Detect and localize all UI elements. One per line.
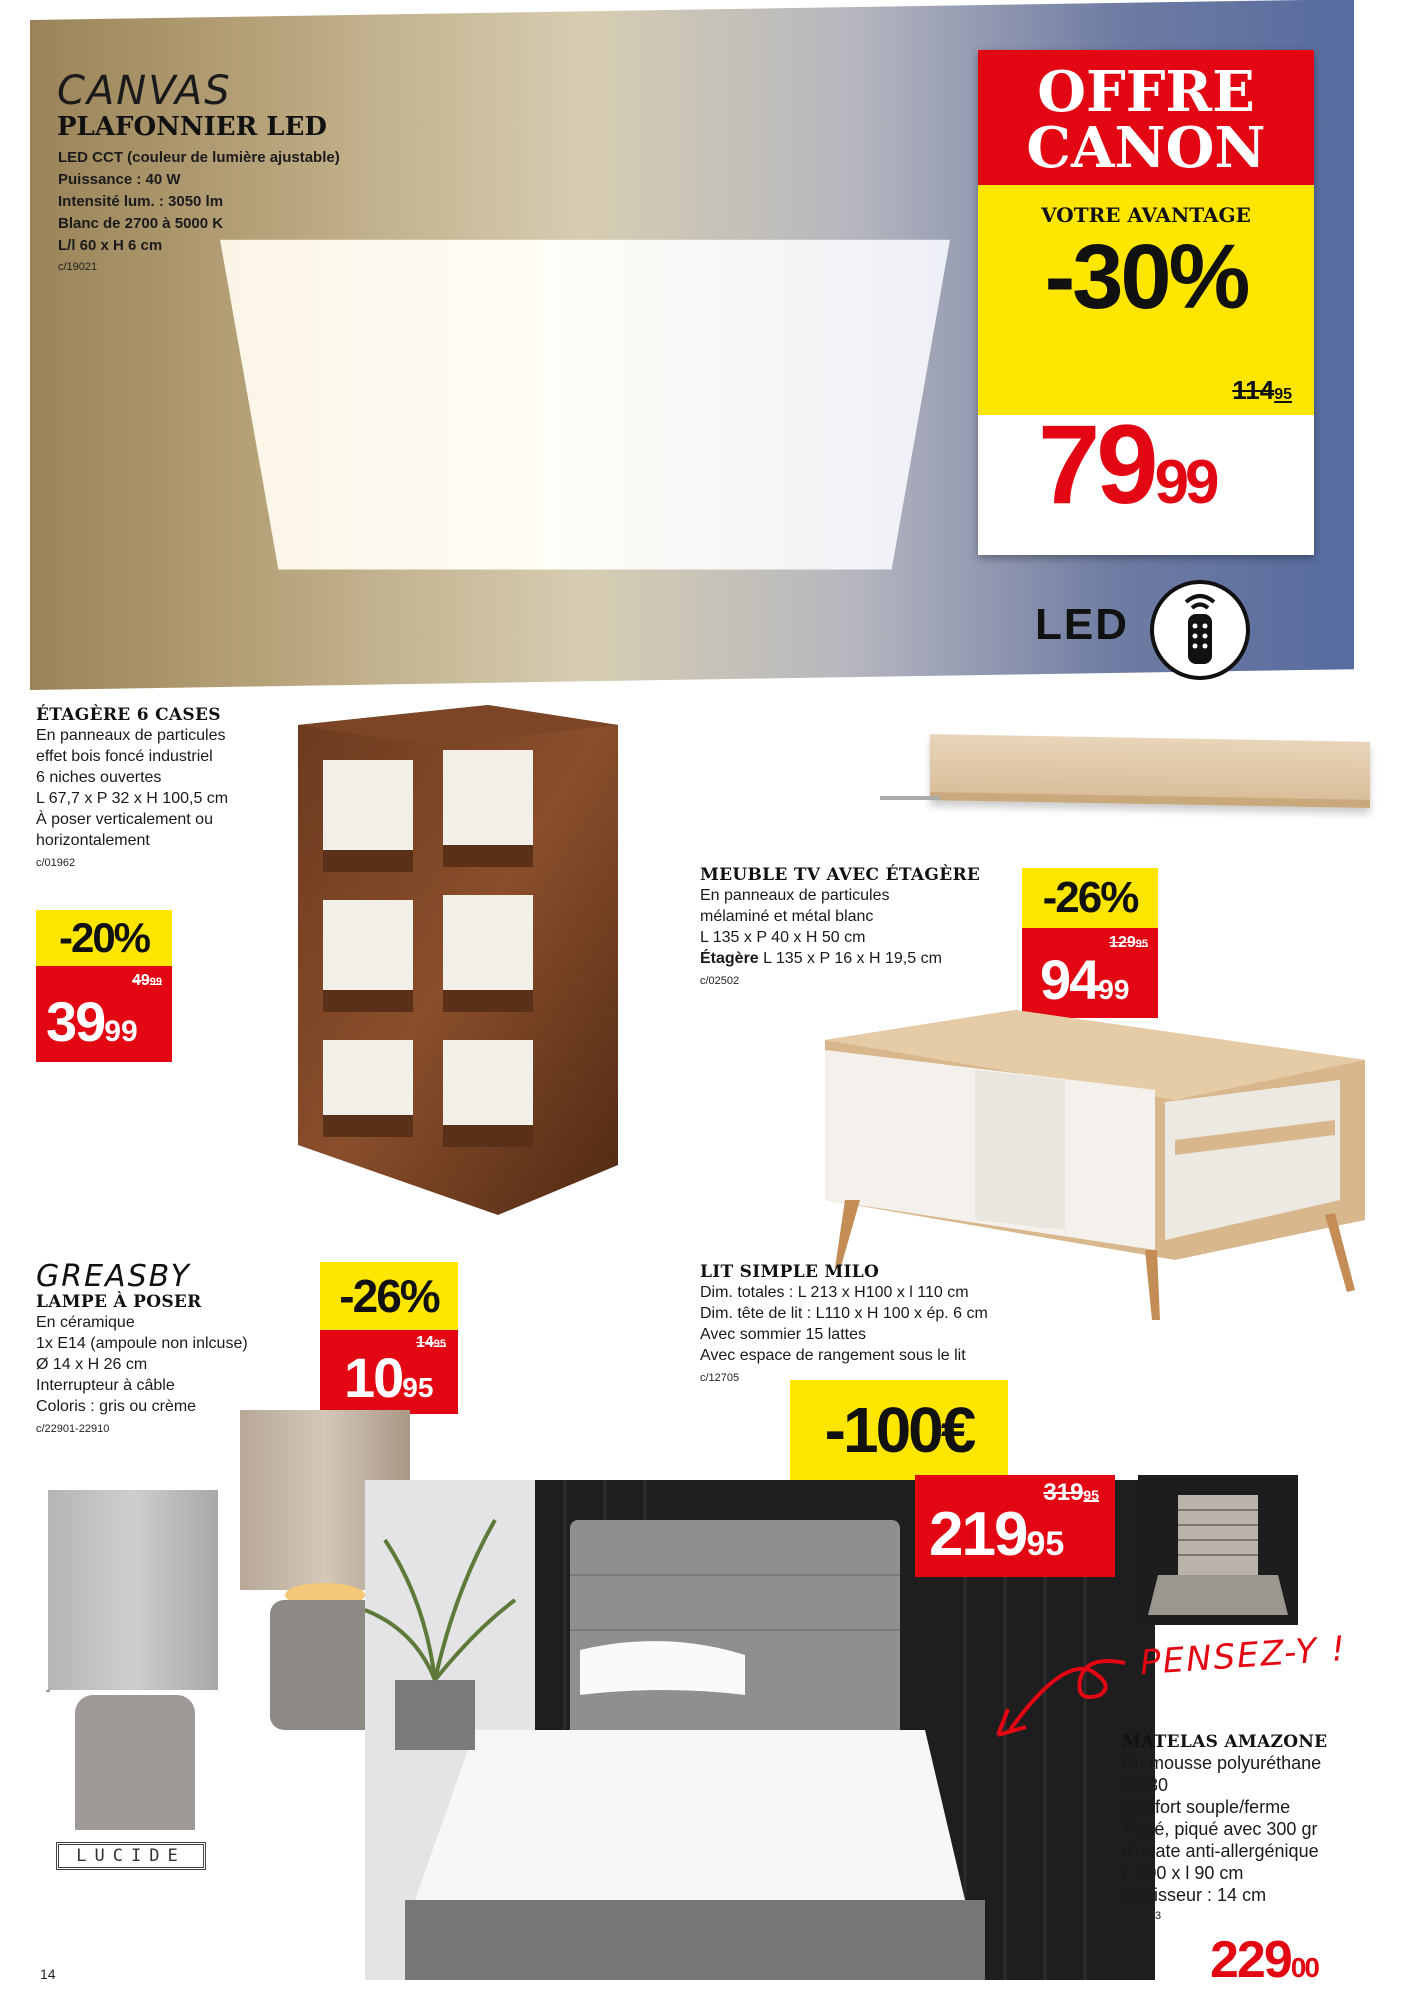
ref-code: c/19021 — [58, 261, 98, 273]
lampe-price-badge — [320, 1330, 458, 1414]
lampe-new-price: 1095 — [344, 1346, 434, 1409]
etagere-discount-badge — [36, 910, 172, 966]
lit-discount: -100€ — [824, 1394, 974, 1466]
lucide-logo-text: LUCIDE — [76, 1846, 186, 1866]
desc-line: En mousse polyuréthane — [1122, 1753, 1322, 1773]
lucide-logo — [56, 1842, 206, 1870]
desc-line: mélaminé et métal blanc — [700, 908, 874, 925]
spec-line: L/l 60 x H 6 cm — [58, 237, 163, 254]
desc-line: Avec sommier 15 lattes — [700, 1326, 866, 1343]
meuble-tv-new-price: 9499 — [1040, 948, 1130, 1011]
etagere-discount: -20% — [58, 914, 150, 961]
matelas-title: MATELAS AMAZONE — [1122, 1732, 1328, 1752]
hero-brand: CANVAS — [57, 68, 232, 114]
lit-discount-badge — [790, 1380, 1008, 1480]
offer-box — [978, 50, 1314, 555]
offer-header — [978, 50, 1314, 185]
tv-shelf-bracket — [880, 796, 940, 800]
lampe-brand: GREASBY — [36, 1259, 191, 1294]
meuble-tv-block — [700, 865, 1030, 987]
hero-title: PLAFONNIER LED — [57, 112, 327, 142]
spec-line: Intensité lum. : 3050 lm — [58, 193, 224, 210]
ref-code: c/26163 — [1122, 1910, 1162, 1922]
etagere-new-price: 3999 — [46, 990, 138, 1053]
desc-line: Étagère L 135 x P 16 x H 19,5 cm — [700, 950, 942, 967]
desc-line: Avec espace de rangement sous le lit — [700, 1347, 966, 1364]
lit-old-price: 31995 — [1043, 1479, 1099, 1506]
meuble-tv-price-badge — [1022, 928, 1158, 1018]
lit-title: LIT SIMPLE MILO — [700, 1262, 880, 1282]
desc-line: horizontalement — [36, 832, 150, 849]
desc-line: Tissé, piqué avec 300 gr — [1122, 1819, 1318, 1839]
desc-line: En panneaux de particules — [36, 727, 226, 744]
lit-price-badge — [915, 1475, 1115, 1577]
meuble-tv-old-price: 12995 — [1109, 934, 1148, 951]
hero-new-price: 7999 — [1038, 402, 1216, 527]
desc-line: Coloris : gris ou crème — [36, 1398, 197, 1415]
etagere-price-badge — [36, 966, 172, 1062]
spec-line: Blanc de 2700 à 5000 K — [58, 215, 224, 232]
desc-line: SG30 — [1122, 1775, 1169, 1795]
desc-line: L 67,7 x P 32 x H 100,5 cm — [36, 790, 229, 807]
storage-bed-svg — [1138, 1475, 1298, 1625]
meuble-tv-title: MEUBLE TV AVEC ÉTAGÈRE — [700, 865, 981, 885]
etagere-title: ÉTAGÈRE 6 CASES — [36, 705, 221, 725]
lampe-title: LAMPE À POSER — [36, 1292, 202, 1312]
lampe-old-price: 1495 — [415, 1334, 446, 1351]
lampe-image — [40, 1410, 420, 1830]
arrow-icon — [990, 1635, 1130, 1745]
pensez-label: PENSEZ-Y ! — [1138, 1628, 1349, 1684]
desc-line: 1x E14 (ampoule non inlcuse) — [36, 1335, 248, 1352]
tv-shelf-image — [930, 734, 1370, 808]
desc-line: 6 niches ouvertes — [36, 769, 162, 786]
lampe-svg — [40, 1410, 420, 1830]
ref-code: c/02502 — [700, 975, 740, 987]
tv-shelf-edge — [930, 792, 1370, 808]
lampe-discount-badge — [320, 1262, 458, 1330]
matelas-block — [1122, 1732, 1412, 1922]
hero-specs — [58, 147, 340, 273]
desc-line: À poser verticalement ou — [36, 811, 213, 828]
spec-line: LED CCT (couleur de lumière ajustable) — [58, 149, 340, 166]
ref-code: c/22901-22910 — [36, 1423, 110, 1435]
desc-line: Interrupteur à câble — [36, 1377, 175, 1394]
meuble-tv-discount: -26% — [1042, 873, 1138, 922]
desc-line: Confort souple/ferme — [1122, 1797, 1291, 1817]
etagere-old-price: 4999 — [131, 972, 162, 989]
desc-line: Épaisseur : 14 cm — [1122, 1885, 1267, 1905]
desc-line: d'ouate anti-allergénique — [1122, 1841, 1319, 1861]
meuble-tv-discount-badge — [1022, 868, 1158, 928]
storage-bed-image — [1138, 1475, 1298, 1625]
lit-new-price: 21995 — [929, 1500, 1065, 1569]
desc-line: effet bois foncé industriel — [36, 748, 213, 765]
desc-line: En panneaux de particules — [700, 887, 890, 904]
etagere-image — [258, 705, 638, 1215]
desc-line: L 200 x l 90 cm — [1122, 1863, 1244, 1883]
desc-line: Ø 14 x H 26 cm — [36, 1356, 148, 1373]
hero-old-price: 11495 — [1232, 375, 1292, 405]
arrow-svg — [990, 1635, 1130, 1745]
ref-code: c/01962 — [36, 857, 76, 869]
ceiling-light-image — [220, 240, 950, 570]
hero-discount: -30% — [1044, 226, 1248, 328]
spec-line: Puissance : 40 W — [58, 171, 181, 188]
desc-line: Dim. totales : L 213 x H100 x l 110 cm — [700, 1284, 969, 1301]
led-label: LED — [1035, 600, 1129, 649]
matelas-price: 22900 — [1210, 1931, 1318, 1989]
etagere-block — [36, 705, 286, 869]
etagere-svg — [258, 705, 638, 1215]
remote-icon — [1150, 580, 1250, 680]
desc-line: Dim. tête de lit : L110 x H 100 x ép. 6 cm — [700, 1305, 988, 1322]
ref-code: c/12705 — [700, 1372, 740, 1384]
desc-line: En céramique — [36, 1314, 135, 1331]
offer-line1: OFFRE — [1037, 59, 1255, 125]
page-number: 14 — [40, 1966, 56, 1982]
desc-line: L 135 x P 40 x H 50 cm — [700, 929, 866, 946]
advantage-label: VOTRE AVANTAGE — [1041, 203, 1251, 227]
offer-line2: CANON — [1026, 115, 1266, 181]
lit-block — [700, 1262, 1040, 1384]
lampe-discount: -26% — [339, 1270, 439, 1322]
remote-svg — [1154, 584, 1246, 676]
